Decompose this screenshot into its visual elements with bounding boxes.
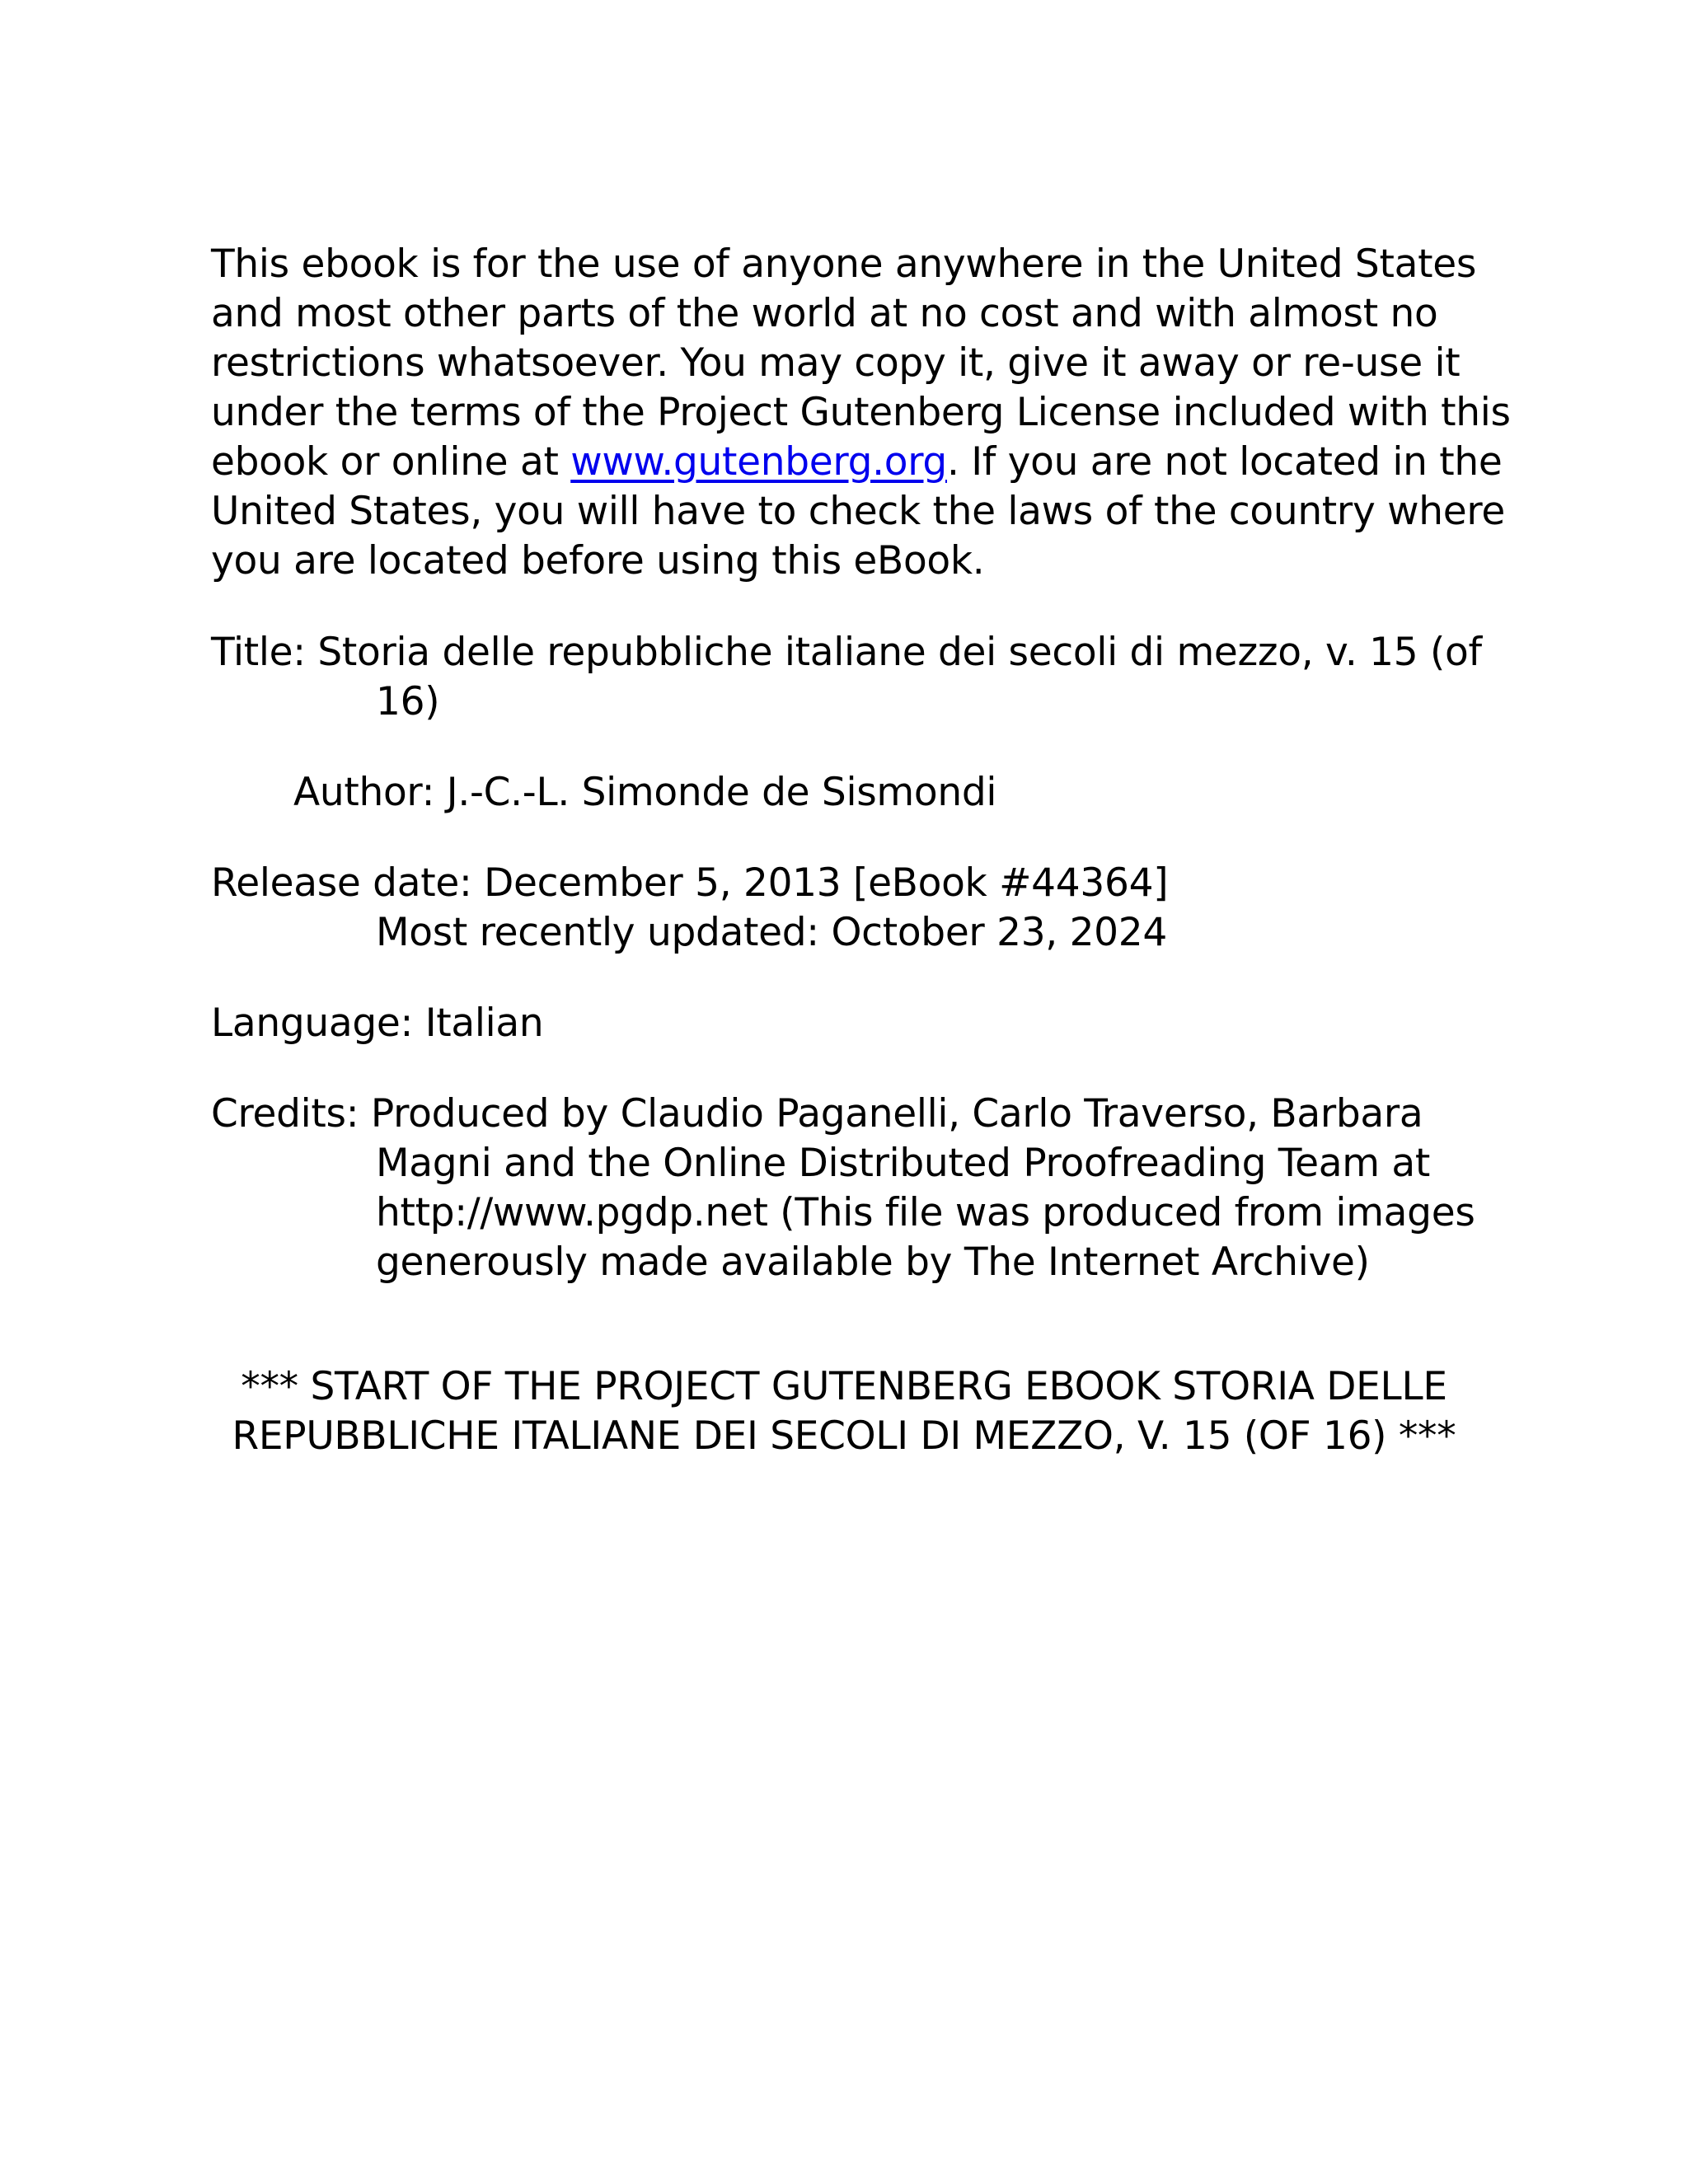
license-line: under the terms of the Project Gutenberg License included with this [211, 390, 1511, 435]
title-line-continuation: 16) [376, 679, 440, 724]
license-line: and most other parts of the world at no cost and with almost no [211, 291, 1438, 336]
license-text: ebook or online at [211, 439, 571, 485]
start-marker-line: *** START OF THE PROJECT GUTENBERG EBOOK STORIA DELLE [241, 1364, 1447, 1409]
release-date-line: Release date: December 5, 2013 [eBook #44364] [211, 860, 1169, 906]
credits-line: Credits: Produced by Claudio Paganelli, Carlo Traverso, Barbara [211, 1091, 1423, 1137]
credits-line-continuation: Magni and the Online Distributed Proofreading Team at [376, 1141, 1431, 1186]
license-line: This ebook is for the use of anyone anywhere in the United States [211, 241, 1477, 287]
credits-line-continuation: generously made available by The Internet Archive) [376, 1240, 1370, 1285]
license-line-with-link [211, 438, 1503, 487]
gutenberg-link[interactable]: www.gutenberg.org [570, 439, 947, 485]
license-line: United States, you will have to check the laws of the country where [211, 489, 1505, 534]
start-marker-line: REPUBBLICHE ITALIANE DEI SECOLI DI MEZZO, V. 15 (OF 16) *** [232, 1413, 1456, 1459]
license-text: . If you are not located in the [946, 439, 1503, 485]
language-line: Language: Italian [211, 1001, 544, 1046]
updated-date-line: Most recently updated: October 23, 2024 [376, 910, 1167, 955]
credits-line-continuation: http://www.pgdp.net (This file was produced from images [376, 1190, 1475, 1235]
author-line: Author: J.-C.-L. Simonde de Sismondi [293, 770, 997, 815]
license-line: you are located before using this eBook. [211, 538, 985, 583]
license-line: restrictions whatsoever. You may copy it, give it away or re-use it [211, 340, 1461, 386]
title-line: Title: Storia delle repubbliche italiane dei secoli di mezzo, v. 15 (of [211, 630, 1482, 675]
